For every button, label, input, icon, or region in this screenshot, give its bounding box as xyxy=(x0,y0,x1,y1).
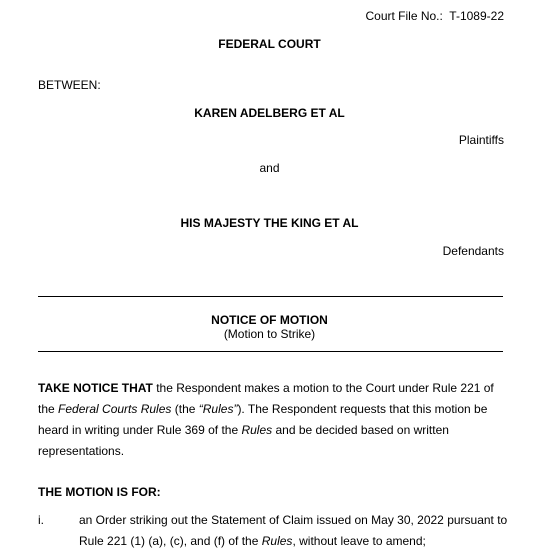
defendant-role: Defendants xyxy=(442,244,504,258)
court-file-label: Court File No.: xyxy=(365,9,443,23)
notice-text-rules-title: Federal Courts Rules xyxy=(58,402,172,416)
plaintiff-role: Plaintiffs xyxy=(458,133,504,147)
notice-text-5: ). The Respondent requests that this motion be heard in writing under Rule 369 of the xyxy=(38,402,488,437)
divider-top xyxy=(38,296,503,297)
list-item-text xyxy=(79,510,509,552)
motion-heading: THE MOTION IS FOR: xyxy=(38,485,161,499)
between-label: BETWEEN: xyxy=(38,78,101,92)
list-item-number: i. xyxy=(38,513,44,527)
plaintiff-name: KAREN ADELBERG ET AL xyxy=(194,106,345,120)
notice-text-3: (the xyxy=(171,402,199,416)
notice-text-7: and be decided based on written representations. xyxy=(38,423,449,458)
notice-text-rules-short: “Rules” xyxy=(198,402,238,416)
notice-text-1: the Respondent makes a motion to the Court under Rule 221 of the xyxy=(38,381,494,416)
document-title: NOTICE OF MOTION xyxy=(211,313,328,327)
court-name: FEDERAL COURT xyxy=(218,37,321,51)
defendant-name: HIS MAJESTY THE KING ET AL xyxy=(180,216,359,230)
list-item-text-rules: Rules xyxy=(261,534,293,548)
list-item-text-3: , without leave to amend; xyxy=(292,534,426,548)
and-label: and xyxy=(259,161,280,175)
notice-text-rules-ref: Rules xyxy=(241,423,273,437)
court-file-number-line xyxy=(365,9,504,23)
list-item-text-1: an Order striking out the Statement of Claim issued on May 30, 2022 pursuant to Rule 221 (1) (a), (c), and (f) of the xyxy=(79,513,508,548)
document-subtitle: (Motion to Strike) xyxy=(223,327,316,341)
notice-paragraph xyxy=(38,378,508,462)
court-file-number: T-1089-22 xyxy=(449,9,504,23)
divider-bottom xyxy=(38,351,503,352)
notice-lead: TAKE NOTICE THAT xyxy=(38,381,153,395)
